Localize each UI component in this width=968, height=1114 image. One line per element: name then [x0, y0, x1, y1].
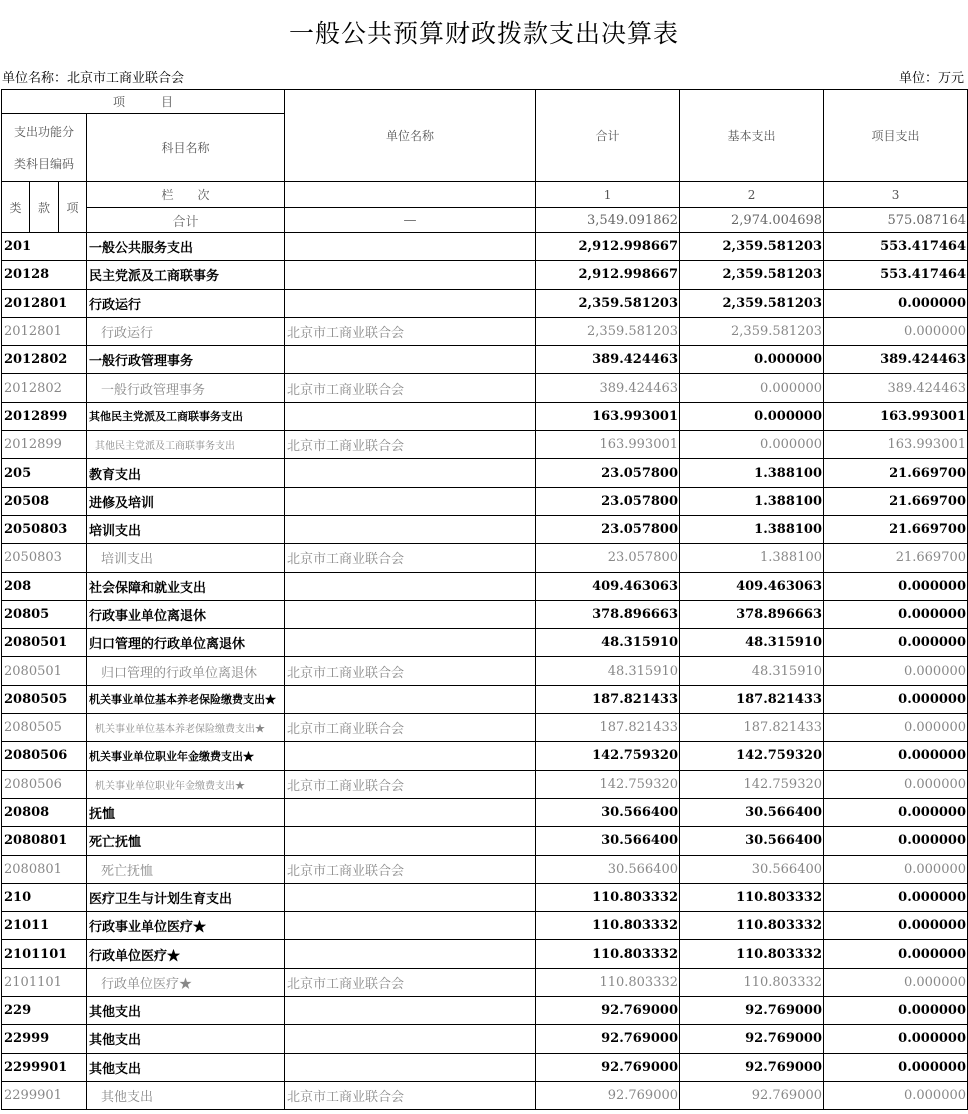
- row-subject-name: 教育支出: [87, 459, 285, 487]
- unit-name-label: 单位名称：北京市工商业联合会: [2, 71, 185, 86]
- row-code: 2080506: [2, 742, 87, 770]
- row-project: 0.000000: [824, 968, 968, 996]
- row-code: 210: [2, 883, 87, 911]
- row-org-name: [285, 798, 536, 826]
- row-subject-name: 机关事业单位基本养老保险缴费支出★: [87, 714, 285, 742]
- total-basic: 2,974.004698: [680, 208, 824, 233]
- row-total: 30.566400: [536, 855, 680, 883]
- row-basic: 2,359.581203: [680, 261, 824, 289]
- table-row: [2, 855, 968, 883]
- row-total: 92.769000: [536, 1081, 680, 1109]
- table-row: [2, 487, 968, 515]
- row-org-name: [285, 742, 536, 770]
- budget-table: [1, 89, 968, 1110]
- row-code: 2080501: [2, 657, 87, 685]
- row-project: 0.000000: [824, 1025, 968, 1053]
- row-code: 2012802: [2, 346, 87, 374]
- row-code: 2050803: [2, 544, 87, 572]
- row-subject-name: 其他民主党派及工商联事务支出: [87, 402, 285, 430]
- table-row: [2, 714, 968, 742]
- header-basic: 基本支出: [680, 90, 824, 182]
- row-subject-name: 其他民主党派及工商联事务支出: [87, 431, 285, 459]
- row-org-name: [285, 233, 536, 261]
- row-basic: 110.803332: [680, 968, 824, 996]
- header-lei: 类: [2, 182, 30, 233]
- table-row: [2, 572, 968, 600]
- header-kuan: 款: [30, 182, 59, 233]
- table-row: [2, 685, 968, 713]
- table-row: [2, 657, 968, 685]
- row-project: 0.000000: [824, 317, 968, 345]
- row-code: 2299901: [2, 1081, 87, 1109]
- row-org-name: [285, 883, 536, 911]
- row-project: 0.000000: [824, 714, 968, 742]
- row-total: 110.803332: [536, 883, 680, 911]
- header-code-label-2: 类科目编码: [13, 156, 74, 171]
- row-org-name: [285, 402, 536, 430]
- row-code: 21011: [2, 912, 87, 940]
- row-subject-name: 归口管理的行政单位离退休: [87, 629, 285, 657]
- row-subject-name: 死亡抚恤: [87, 827, 285, 855]
- row-project: 163.993001: [824, 431, 968, 459]
- header-total: 合计: [536, 90, 680, 182]
- row-basic: 187.821433: [680, 685, 824, 713]
- row-code: 2080505: [2, 685, 87, 713]
- row-project: 553.417464: [824, 233, 968, 261]
- header-org-blank: [285, 182, 536, 208]
- table-row: [2, 1025, 968, 1053]
- table-row: [2, 1081, 968, 1109]
- row-org-name: [285, 572, 536, 600]
- row-code: 229: [2, 997, 87, 1025]
- header-subject-name: 科目名称: [87, 114, 285, 182]
- row-org-name: [285, 487, 536, 515]
- table-row: [2, 798, 968, 826]
- row-basic: 0.000000: [680, 402, 824, 430]
- row-subject-name: 行政单位医疗★: [87, 968, 285, 996]
- table-row: [2, 515, 968, 543]
- table-row: [2, 233, 968, 261]
- row-code: 2101101: [2, 968, 87, 996]
- row-subject-name: 其他支出: [87, 1081, 285, 1109]
- row-project: 0.000000: [824, 289, 968, 317]
- row-basic: 92.769000: [680, 1081, 824, 1109]
- table-row: [2, 346, 968, 374]
- row-total: 2,359.581203: [536, 289, 680, 317]
- row-project: 0.000000: [824, 657, 968, 685]
- row-org-name: 北京市工商业联合会: [285, 317, 536, 345]
- row-subject-name: 培训支出: [87, 544, 285, 572]
- row-total: 92.769000: [536, 997, 680, 1025]
- row-project: 0.000000: [824, 600, 968, 628]
- header-xiang: 项: [59, 182, 87, 233]
- row-org-name: [285, 940, 536, 968]
- row-org-name: 北京市工商业联合会: [285, 714, 536, 742]
- row-basic: 142.759320: [680, 770, 824, 798]
- row-subject-name: 行政事业单位离退休: [87, 600, 285, 628]
- table-row: [2, 968, 968, 996]
- row-subject-name: 行政运行: [87, 317, 285, 345]
- total-label: 合计: [87, 208, 285, 233]
- row-total: 142.759320: [536, 742, 680, 770]
- row-project: 0.000000: [824, 742, 968, 770]
- row-total: 30.566400: [536, 827, 680, 855]
- row-subject-name: 机关事业单位职业年金缴费支出★: [87, 770, 285, 798]
- table-row: [2, 459, 968, 487]
- row-basic: 110.803332: [680, 940, 824, 968]
- row-project: 21.669700: [824, 487, 968, 515]
- row-code: 208: [2, 572, 87, 600]
- row-project: 0.000000: [824, 572, 968, 600]
- row-subject-name: 抚恤: [87, 798, 285, 826]
- table-row: [2, 883, 968, 911]
- row-total: 110.803332: [536, 940, 680, 968]
- row-basic: 187.821433: [680, 714, 824, 742]
- row-total: 2,912.998667: [536, 233, 680, 261]
- row-project: 21.669700: [824, 544, 968, 572]
- table-row: [2, 940, 968, 968]
- row-code: 2012802: [2, 374, 87, 402]
- table-row: [2, 431, 968, 459]
- row-code: 2101101: [2, 940, 87, 968]
- row-org-name: [285, 459, 536, 487]
- row-subject-name: 行政运行: [87, 289, 285, 317]
- total-project: 575.087164: [824, 208, 968, 233]
- row-project: 21.669700: [824, 515, 968, 543]
- row-project: 389.424463: [824, 374, 968, 402]
- row-total: 23.057800: [536, 544, 680, 572]
- table-row: [2, 402, 968, 430]
- row-code: 205: [2, 459, 87, 487]
- row-basic: 92.769000: [680, 1025, 824, 1053]
- row-org-name: 北京市工商业联合会: [285, 374, 536, 402]
- table-row: [2, 827, 968, 855]
- row-org-name: [285, 912, 536, 940]
- row-total: 389.424463: [536, 346, 680, 374]
- row-code: 2080801: [2, 855, 87, 883]
- total-sum: 3,549.091862: [536, 208, 680, 233]
- row-code: 2050803: [2, 515, 87, 543]
- header-lan-ci: 栏 次: [87, 182, 285, 208]
- row-basic: 48.315910: [680, 629, 824, 657]
- header-col-1: 1: [536, 182, 680, 208]
- row-org-name: [285, 346, 536, 374]
- row-total: 2,359.581203: [536, 317, 680, 345]
- row-total: 30.566400: [536, 798, 680, 826]
- row-org-name: 北京市工商业联合会: [285, 1081, 536, 1109]
- row-org-name: 北京市工商业联合会: [285, 431, 536, 459]
- row-project: 0.000000: [824, 827, 968, 855]
- row-project: 389.424463: [824, 346, 968, 374]
- row-project: 0.000000: [824, 855, 968, 883]
- table-row: [2, 770, 968, 798]
- row-code: 2080506: [2, 770, 87, 798]
- row-org-name: [285, 515, 536, 543]
- row-project: 0.000000: [824, 940, 968, 968]
- row-code: 20808: [2, 798, 87, 826]
- row-basic: 2,359.581203: [680, 289, 824, 317]
- row-code: 2080505: [2, 714, 87, 742]
- row-basic: 0.000000: [680, 346, 824, 374]
- row-org-name: [285, 289, 536, 317]
- row-total: 187.821433: [536, 685, 680, 713]
- row-code: 2012899: [2, 402, 87, 430]
- row-subject-name: 培训支出: [87, 515, 285, 543]
- row-basic: 48.315910: [680, 657, 824, 685]
- row-org-name: 北京市工商业联合会: [285, 544, 536, 572]
- table-row: [2, 997, 968, 1025]
- row-code: 2299901: [2, 1053, 87, 1081]
- row-code: 20805: [2, 600, 87, 628]
- row-org-name: [285, 997, 536, 1025]
- row-total: 92.769000: [536, 1025, 680, 1053]
- row-total: 389.424463: [536, 374, 680, 402]
- row-basic: 1.388100: [680, 487, 824, 515]
- row-subject-name: 一般行政管理事务: [87, 346, 285, 374]
- row-basic: 2,359.581203: [680, 233, 824, 261]
- row-project: 553.417464: [824, 261, 968, 289]
- header-xiang-mu: 项 目: [2, 90, 285, 114]
- row-project: 163.993001: [824, 402, 968, 430]
- row-basic: 30.566400: [680, 827, 824, 855]
- row-subject-name: 其他支出: [87, 997, 285, 1025]
- row-total: 110.803332: [536, 912, 680, 940]
- row-subject-name: 民主党派及工商联事务: [87, 261, 285, 289]
- row-code: 2012899: [2, 431, 87, 459]
- row-basic: 92.769000: [680, 997, 824, 1025]
- row-org-name: 北京市工商业联合会: [285, 770, 536, 798]
- row-code: 2080501: [2, 629, 87, 657]
- row-code: 2012801: [2, 289, 87, 317]
- row-total: 378.896663: [536, 600, 680, 628]
- row-basic: 110.803332: [680, 912, 824, 940]
- row-total: 48.315910: [536, 629, 680, 657]
- row-total: 23.057800: [536, 459, 680, 487]
- row-subject-name: 机关事业单位基本养老保险缴费支出★: [87, 685, 285, 713]
- row-project: 0.000000: [824, 997, 968, 1025]
- table-row: [2, 742, 968, 770]
- row-total: 48.315910: [536, 657, 680, 685]
- row-code: 2012801: [2, 317, 87, 345]
- row-project: 0.000000: [824, 1081, 968, 1109]
- row-code: 201: [2, 233, 87, 261]
- row-subject-name: 行政单位医疗★: [87, 940, 285, 968]
- row-subject-name: 一般公共服务支出: [87, 233, 285, 261]
- row-total: 187.821433: [536, 714, 680, 742]
- row-total: 2,912.998667: [536, 261, 680, 289]
- table-row: [2, 261, 968, 289]
- row-basic: 30.566400: [680, 798, 824, 826]
- header-code-label-1: 支出功能分: [13, 124, 74, 139]
- table-row: [2, 600, 968, 628]
- row-total: 110.803332: [536, 968, 680, 996]
- row-subject-name: 其他支出: [87, 1025, 285, 1053]
- table-row: [2, 912, 968, 940]
- row-org-name: 北京市工商业联合会: [285, 657, 536, 685]
- row-basic: 142.759320: [680, 742, 824, 770]
- row-basic: 409.463063: [680, 572, 824, 600]
- header-col-3: 3: [824, 182, 968, 208]
- row-code: 2080801: [2, 827, 87, 855]
- row-project: 0.000000: [824, 685, 968, 713]
- row-code: 22999: [2, 1025, 87, 1053]
- row-total: 23.057800: [536, 487, 680, 515]
- row-basic: 1.388100: [680, 515, 824, 543]
- row-basic: 2,359.581203: [680, 317, 824, 345]
- row-subject-name: 行政事业单位医疗★: [87, 912, 285, 940]
- table-row: [2, 317, 968, 345]
- row-basic: 0.000000: [680, 431, 824, 459]
- row-subject-name: 其他支出: [87, 1053, 285, 1081]
- table-row: [2, 289, 968, 317]
- header-org-name: 单位名称: [285, 90, 536, 182]
- row-subject-name: 机关事业单位职业年金缴费支出★: [87, 742, 285, 770]
- row-total: 92.769000: [536, 1053, 680, 1081]
- row-subject-name: 医疗卫生与计划生育支出: [87, 883, 285, 911]
- table-row: [2, 1053, 968, 1081]
- row-basic: 30.566400: [680, 855, 824, 883]
- row-subject-name: 归口管理的行政单位离退休: [87, 657, 285, 685]
- row-subject-name: 进修及培训: [87, 487, 285, 515]
- header-code-label: [2, 114, 87, 182]
- row-org-name: 北京市工商业联合会: [285, 855, 536, 883]
- row-basic: 1.388100: [680, 544, 824, 572]
- row-org-name: [285, 261, 536, 289]
- row-org-name: [285, 827, 536, 855]
- row-org-name: [285, 685, 536, 713]
- row-project: 21.669700: [824, 459, 968, 487]
- header-col-2: 2: [680, 182, 824, 208]
- row-subject-name: 死亡抚恤: [87, 855, 285, 883]
- row-org-name: [285, 1053, 536, 1081]
- header-project: 项目支出: [824, 90, 968, 182]
- row-basic: 92.769000: [680, 1053, 824, 1081]
- row-total: 409.463063: [536, 572, 680, 600]
- table-row: [2, 629, 968, 657]
- table-row: [2, 544, 968, 572]
- row-basic: 110.803332: [680, 883, 824, 911]
- row-project: 0.000000: [824, 1053, 968, 1081]
- row-org-name: 北京市工商业联合会: [285, 968, 536, 996]
- total-org: —: [285, 208, 536, 233]
- row-total: 142.759320: [536, 770, 680, 798]
- row-basic: 1.388100: [680, 459, 824, 487]
- row-basic: 0.000000: [680, 374, 824, 402]
- row-project: 0.000000: [824, 629, 968, 657]
- currency-unit-label: 单位：万元: [898, 71, 964, 86]
- row-project: 0.000000: [824, 912, 968, 940]
- row-basic: 378.896663: [680, 600, 824, 628]
- row-total: 163.993001: [536, 402, 680, 430]
- row-project: 0.000000: [824, 883, 968, 911]
- row-code: 20508: [2, 487, 87, 515]
- row-org-name: [285, 1025, 536, 1053]
- row-code: 20128: [2, 261, 87, 289]
- row-org-name: [285, 600, 536, 628]
- row-org-name: [285, 629, 536, 657]
- row-project: 0.000000: [824, 798, 968, 826]
- row-total: 23.057800: [536, 515, 680, 543]
- unit-info-line: [2, 67, 964, 85]
- table-row: [2, 374, 968, 402]
- row-project: 0.000000: [824, 770, 968, 798]
- row-total: 163.993001: [536, 431, 680, 459]
- page-title: 一般公共预算财政拨款支出决算表: [288, 19, 679, 48]
- row-subject-name: 一般行政管理事务: [87, 374, 285, 402]
- row-subject-name: 社会保障和就业支出: [87, 572, 285, 600]
